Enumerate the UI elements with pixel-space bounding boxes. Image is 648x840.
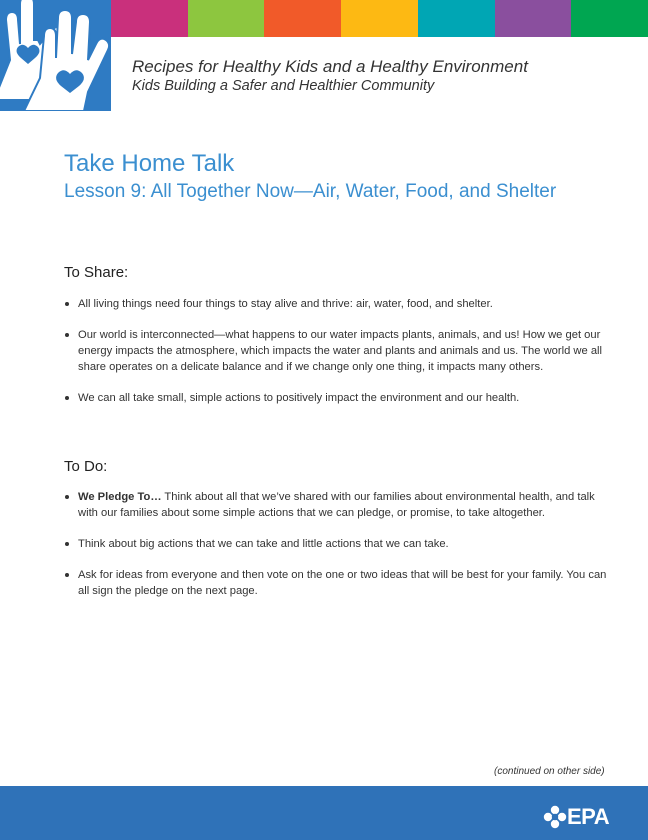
program-logo — [0, 0, 111, 111]
strip-purple — [495, 0, 572, 37]
list-item: All living things need four things to stay alive and thrive: air, water, food, and shelter. — [64, 296, 612, 312]
strip-magenta — [111, 0, 188, 37]
todo-list — [64, 489, 612, 599]
continued-note: (continued on other side) — [494, 766, 605, 777]
epa-logo-text: EPA — [567, 804, 610, 829]
list-item: Our world is interconnected—what happens to our water impacts plants, animals, and us! How we get our energy impacts the atmosphere, which impacts the water and plants and animals and us. The world we all share operates on a delicate balance and if we change only one thing, it impacts many others. — [64, 327, 612, 375]
helping-hands-hearts-icon — [0, 0, 111, 111]
header-title: Recipes for Healthy Kids and a Healthy Environment — [132, 57, 528, 76]
header-text — [132, 57, 528, 95]
color-strip — [111, 0, 648, 37]
list-item: Ask for ideas from everyone and then vote on the one or two ideas that will be best for your family. You can all sign the pledge on the next page. — [64, 567, 612, 599]
pledge-label: We Pledge To… — [78, 491, 162, 503]
todo-heading: To Do: — [64, 458, 108, 475]
header-subtitle: Kids Building a Safer and Healthier Community — [132, 78, 435, 94]
pledge-text: Think about all that we’ve shared with our families about environmental health, and talk with our families about some simple actions that we can pledge, or promise, to take altogether. — [78, 491, 595, 519]
epa-flower-icon — [543, 805, 567, 829]
page-title: Take Home Talk — [64, 150, 235, 177]
list-item — [64, 489, 612, 521]
list-item: Think about big actions that we can take and little actions that we can take. — [64, 536, 612, 552]
strip-emerald — [571, 0, 648, 37]
lesson-title: Lesson 9: All Together Now—Air, Water, Food, and Shelter — [64, 181, 557, 202]
strip-yellow — [341, 0, 418, 37]
epa-logo — [543, 804, 609, 830]
list-item: We can all take small, simple actions to positively impact the environment and our health. — [64, 390, 612, 406]
strip-orange — [264, 0, 341, 37]
strip-green — [188, 0, 265, 37]
strip-teal — [418, 0, 495, 37]
share-list — [64, 296, 612, 406]
share-heading: To Share: — [64, 264, 129, 281]
